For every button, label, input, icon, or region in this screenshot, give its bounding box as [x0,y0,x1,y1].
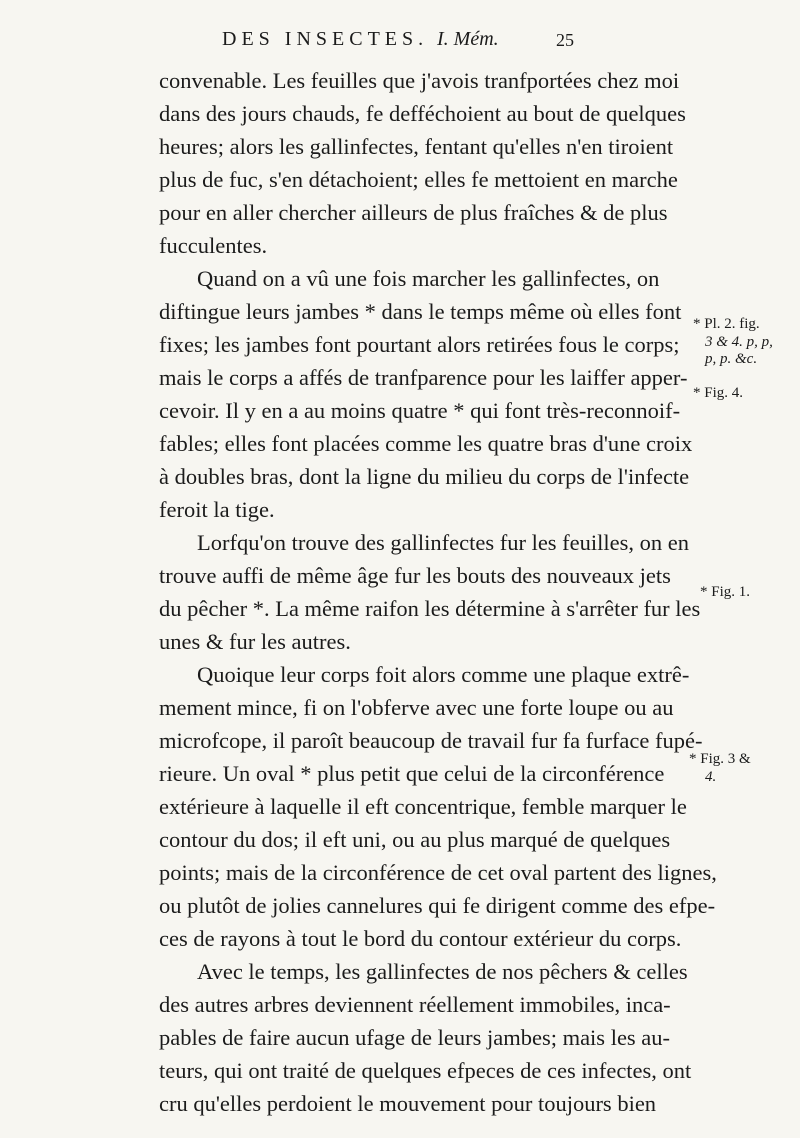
text-line: fixes; les jambes font pourtant alors retirées fous le corps; [159,332,680,357]
text-line: mais le corps a affés de tranfparence pour les laiffer apper- [159,365,688,390]
text-line: cru qu'elles perdoient le mouvement pour toujours bien [159,1091,657,1116]
text-line: contour du dos; il eft uni, ou au plus marqué de quelques [159,827,671,852]
text-line: convenable. Les feuilles que j'avois tranfportées chez moi [159,68,680,93]
page-header [0,14,800,54]
running-title: DES INSECTES. [222,28,429,50]
margin-note: 3 & 4. p, p, [705,334,773,350]
margin-note: * Fig. 4. [693,385,744,401]
text-line: Quoique leur corps foit alors comme une plaque extrê- [197,662,690,687]
text-line: Avec le temps, les gallinfectes de nos pêchers & celles [197,959,688,984]
text-line: plus de fuc, s'en détachoient; elles fe mettoient en marche [159,167,678,192]
text-line: dans des jours chauds, fe defféchoient au bout de quelques [159,101,686,126]
text-line: des autres arbres deviennent réellement immobiles, inca- [159,992,671,1017]
body-text [159,64,717,1120]
text-line: à doubles bras, dont la ligne du milieu du corps de l'infecte [159,464,690,489]
margin-note: * Fig. 3 & [689,751,751,767]
text-line: diftingue leurs jambes * dans le temps même où elles font [159,299,682,324]
text-line: fucculentes. [159,233,268,258]
text-line: heures; alors les gallinfectes, fentant qu'elles n'en tiroient [159,134,674,159]
text-line: pour en aller chercher ailleurs de plus fraîches & de plus [159,200,668,225]
text-line: cevoir. Il y en a au moins quatre * qui font très-reconnoif- [159,398,681,423]
margin-note: 4. [705,769,717,785]
text-line: Lorfqu'on trouve des gallinfectes fur les feuilles, on en [197,530,690,555]
text-line: points; mais de la circonférence de cet oval partent des lignes, [159,860,717,885]
text-line: fables; elles font placées comme les quatre bras d'une croix [159,431,693,456]
text-line: du pêcher *. La même raifon les détermine à s'arrêter fur les [159,596,701,621]
text-line: Quand on a vû une fois marcher les gallinfectes, on [197,266,660,291]
margin-note: * Fig. 1. [700,584,751,600]
text-line: feroit la tige. [159,497,275,522]
text-line: trouve auffi de même âge fur les bouts des nouveaux jets [159,563,671,588]
text-line: unes & fur les autres. [159,629,351,654]
text-line: rieure. Un oval * plus petit que celui de la circonférence [159,761,665,786]
text-line: mement mince, fi on l'obferve avec une forte loupe ou au [159,695,674,720]
text-line: pables de faire aucun ufage de leurs jambes; mais les au- [159,1025,671,1050]
text-line: ou plutôt de jolies cannelures qui fe dirigent comme des efpe- [159,893,716,918]
text-line: ces de rayons à tout le bord du contour extérieur du corps. [159,926,682,951]
text-line: microfcope, il paroît beaucoup de travail fur fa furface fupé- [159,728,703,753]
page-number: 25 [556,30,574,50]
section-title: I. Mém. [437,28,499,50]
margin-note: p, p. &c. [705,351,758,367]
margin-note: * Pl. 2. fig. [693,316,760,332]
text-line: extérieure à laquelle il eft concentrique, femble marquer le [159,794,687,819]
text-line: teurs, qui ont traité de quelques efpeces de ces infectes, ont [159,1058,692,1083]
